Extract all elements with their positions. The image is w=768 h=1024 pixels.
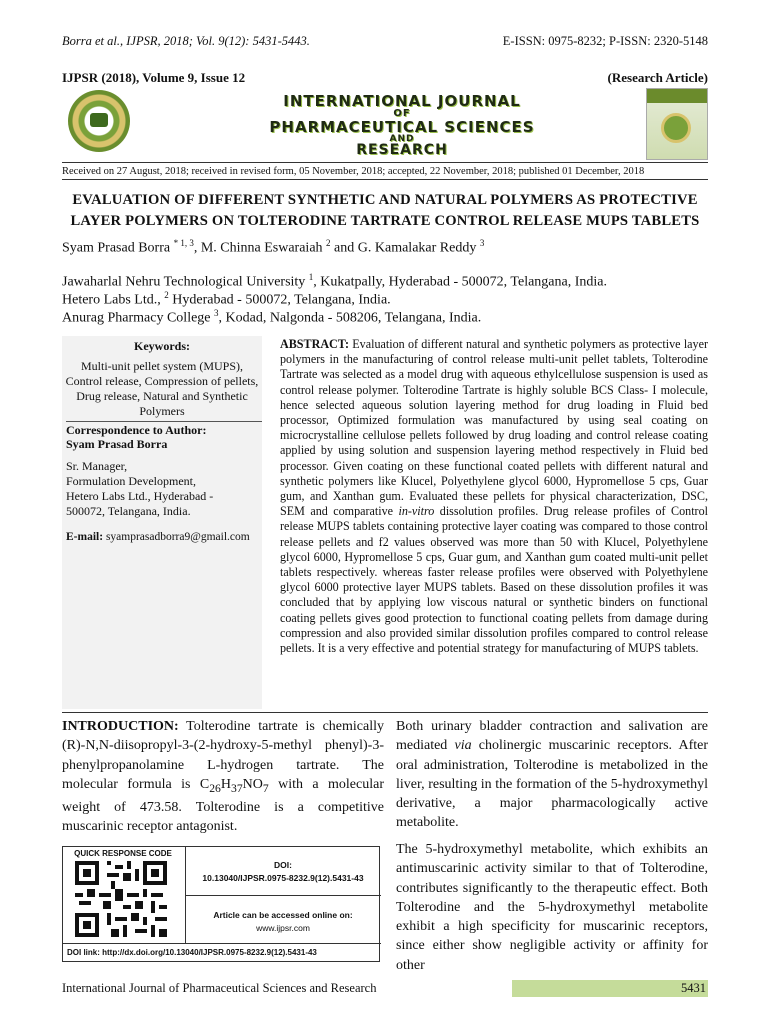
journal-seal-logo bbox=[68, 90, 130, 152]
correspondence-heading: Correspondence to Author: Syam Prasad Borra bbox=[66, 421, 262, 451]
email-link[interactable]: syamprasadborra9@gmail.com bbox=[105, 531, 250, 543]
journal-cover-thumbnail bbox=[646, 88, 708, 160]
article-type: (Research Article) bbox=[607, 70, 708, 85]
running-header-citation: Borra et al., IJPSR, 2018; Vol. 9(12): 5431-5443. bbox=[62, 34, 310, 48]
article-title: EVALUATION OF DIFFERENT SYNTHETIC AND NATURAL POLYMERS AS PROTECTIVE LAYER POLYMERS ON TOLTERODINE TARTRATE CONTROL RELEASE MUPS TABLETS bbox=[70, 192, 700, 229]
introduction-heading: INTRODUCTION: bbox=[62, 719, 179, 734]
doi-link[interactable]: DOI link: http://dx.doi.org/10.13040/IJPSR.0975-8232.9(12).5431-43 bbox=[67, 948, 317, 957]
divider bbox=[62, 179, 708, 180]
received-dates: Received on 27 August, 2018; received in revised form, 05 November, 2018; accepted, 22 November, 2018; published 01 December, 2018 bbox=[62, 166, 645, 177]
article-info-box bbox=[62, 846, 380, 962]
divider bbox=[62, 162, 708, 163]
correspondence-email: E-mail: syamprasadborra9@gmail.com bbox=[66, 531, 250, 543]
abstract: ABSTRACT: Evaluation of different natural and synthetic polymers as protective layer polymers in the manufacturing of control release multi-unit pellet tablets, Tolterodine Tartrate was selected as a model drug with aqueous ethylcellulose suspension is used as control release polymer. Tolterodine Tartrate is highly soluble BCS Class- I molecule, hence selected aqueous solution layering method for drug loading in Fluid bed processor, Optimized formulation was manufactured by using seal coating on microcrystalline cellulose pellets followed by drug loading and control release coating applied by using solution and suspension layering method respectively in Fluid bed processor. Given coating on these functional coated pellets with different natural and synthetic polymers like Klucel, Polyethylene glycol 6000, Hypromellose 5 cps, Guar gum, and Xanthan gum. Evaluated these pellets for physical characterization, DSC, SEM and comparative in-vitro dissolution profiles. Drug release profiles of Control release MUPS tablets containing protective layer coating was compared to those control release pellets and f2 values observed was more than 50 with Klucel, Polyethylene glycol 6000, Hypromellose 5 cps, Guar gum, and Xanthan gum coated multi-unit pellet tablets respectively. whereas faster release profiles were observed with Polyethylene glycol 6000 protective layer MUPS tablets. Based on these dissolution profiles it was concluded that by applying low viscous natural or synthetic binders on functional coating pellets gives good protection to functional coating pellets from damage during compression and also provided similar dissolution profiles compared to control release pellets. It is a very effective and potential strategy for manufacturing of MUPS tablets. bbox=[280, 337, 708, 656]
introduction-paragraph: INTRODUCTION: Tolterodine tartrate is chemically (R)-N,N-diisopropyl-3-(2-hydroxy-5-methyl phenyl)-3- phenylpropanolamine L-hydrogen tartrate. The molecular formula is $C_{26}H_{37}NO_7$ with a molecular weight of 473.58. Tolterodine is a competitive muscarinic receptor antagonist. bbox=[62, 719, 384, 835]
keywords-heading: Keywords: bbox=[134, 339, 190, 353]
correspondence-address: Sr. Manager, Formulation Development, Hetero Labs Ltd., Hyderabad - 500072, Telangana, India. bbox=[66, 459, 214, 518]
affiliation: Jawaharlal Nehru Technological University $^1$, Kukatpally, Hyderabad - 500072, Telangana, India. bbox=[62, 272, 608, 290]
footer-bar bbox=[512, 980, 708, 997]
abstract-label: ABSTRACT: bbox=[280, 337, 349, 351]
running-header-issn: E-ISSN: 0975-8232; P-ISSN: 2320-5148 bbox=[502, 34, 708, 48]
body-paragraph: Both urinary bladder contraction and salivation are mediated via cholinergic muscarinic receptors. After oral administration, Tolterodine is metabolized in the liver, resulting in the formation of the 5-hydroxymethyl derivative, a major pharmacologically active metabolite. bbox=[396, 719, 708, 831]
qr-code-icon bbox=[75, 861, 167, 937]
journal-title-line: AND bbox=[389, 134, 415, 144]
journal-title-line: INTERNATIONAL JOURNAL bbox=[283, 92, 521, 110]
qr-label: QUICK RESPONSE CODE bbox=[74, 849, 172, 858]
footer-journal-name: International Journal of Pharmaceutical Sciences and Research bbox=[62, 981, 377, 995]
journal-title-line: OF bbox=[393, 108, 411, 119]
volume-issue: IJPSR (2018), Volume 9, Issue 12 bbox=[62, 70, 246, 85]
affiliation: Anurag Pharmacy College $^3$, Kodad, Nalgonda - 508206, Telangana, India. bbox=[62, 308, 482, 326]
page-number: 5431 bbox=[681, 981, 706, 995]
corresponding-author-name: Syam Prasad Borra bbox=[66, 437, 168, 451]
access-cell: Article can be accessed online on: www.ijpsr.com bbox=[185, 909, 381, 935]
journal-title-line: RESEARCH bbox=[356, 142, 448, 158]
body-paragraph: The 5-hydroxymethyl metabolite, which exhibits an antimuscarinic activity similar to that of Tolterodine, contributes significantly to the therapeutic effect. Both Tolterodine and the 5-hydroxymethyl metabolite exhibit a high specificity for muscarinic receptors, since either show negligible activity or affinity for other bbox=[396, 842, 708, 973]
keywords-list: Multi-unit pellet system (MUPS), Control release, Compression of pellets, Drug release, Natural and Synthetic Polymers bbox=[65, 359, 259, 418]
doi-cell: DOI: 10.13040/IJPSR.0975-8232.9(12).5431-43 bbox=[202, 860, 364, 883]
journal-website-link[interactable]: www.ijpsr.com bbox=[256, 923, 310, 933]
author-list: Syam Prasad Borra $^{* 1, 3}$, M. Chinna Eswaraiah $^2$ and G. Kamalakar Reddy $^3$ bbox=[62, 238, 485, 256]
journal-title-line: PHARMACEUTICAL SCIENCES bbox=[269, 118, 535, 136]
affiliation: Hetero Labs Ltd., $^2$ Hyderabad - 500072, Telangana, India. bbox=[62, 290, 391, 308]
divider bbox=[62, 712, 708, 713]
journal-banner bbox=[62, 88, 708, 160]
